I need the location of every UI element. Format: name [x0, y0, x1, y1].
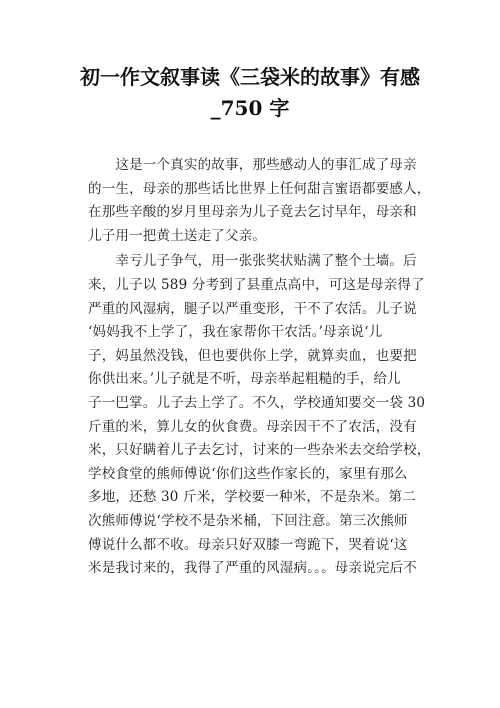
paragraph [88, 250, 431, 580]
text-line: 的一生，母亲的那些话比世界上任何甜言蜜语都要感人， [88, 180, 431, 197]
text-line: 米，只好瞒着儿子去乞讨，讨来的一些杂米去交给学校， [88, 442, 431, 459]
text-line: 米是我讨来的，我得了严重的风湿病。。。母亲说完后不 [88, 560, 417, 577]
text-line: 学校食堂的熊师傅说‘你们这些作家长的，家里有那么 [88, 465, 408, 482]
text-line: 子，妈虽然没钱，但也要供你上学，就算卖血，也要把 [88, 347, 417, 364]
text-line: 子一巴掌。儿子去上学了。不久，学校通知要交一袋 30 [88, 394, 426, 411]
text-line: 幸亏儿子争气，用一张张奖状贴满了整个土墙。后 [88, 253, 417, 270]
document-title [60, 62, 440, 124]
title-line: _750 字 [210, 96, 290, 120]
text-line: 这是一个真实的故事，那些感动人的事汇成了母亲 [88, 157, 417, 173]
text-line: 次熊师傅说‘学校不是杂米桶，下回注意。第三次熊师 [88, 512, 408, 529]
text-line: 在那些辛酸的岁月里母亲为儿子竟去乞讨早年，母亲和 [88, 204, 417, 221]
text-line: ‘妈妈我不上学了，我在家帮你干农活。’母亲说‘儿 [88, 324, 383, 341]
document-body [88, 154, 431, 581]
text-line: 儿子用一把黄土送走了父亲。 [88, 227, 267, 244]
text-line: 斤重的米，算儿女的伙食费。母亲因干不了农活，没有 [88, 418, 417, 435]
text-line: 你供出来。’儿子就是不听，母亲举起粗糙的手，给儿 [88, 371, 401, 388]
text-line: 严重的风湿病，腿子以严重变形，干不了农活。儿子说 [88, 300, 417, 317]
paragraph [88, 154, 431, 248]
text-line: 来，儿子以 589 分考到了县重点高中，可这是母亲得了 [88, 276, 425, 293]
title-line: 初一作文叙事读《三袋米的故事》有感 [80, 65, 420, 89]
text-line: 傅说什么都不收。母亲只好双膝一弯跪下，哭着说‘这 [88, 536, 408, 553]
text-line: 多地，还愁 30 斤米，学校要一种米，不是杂米。第二 [88, 489, 416, 506]
